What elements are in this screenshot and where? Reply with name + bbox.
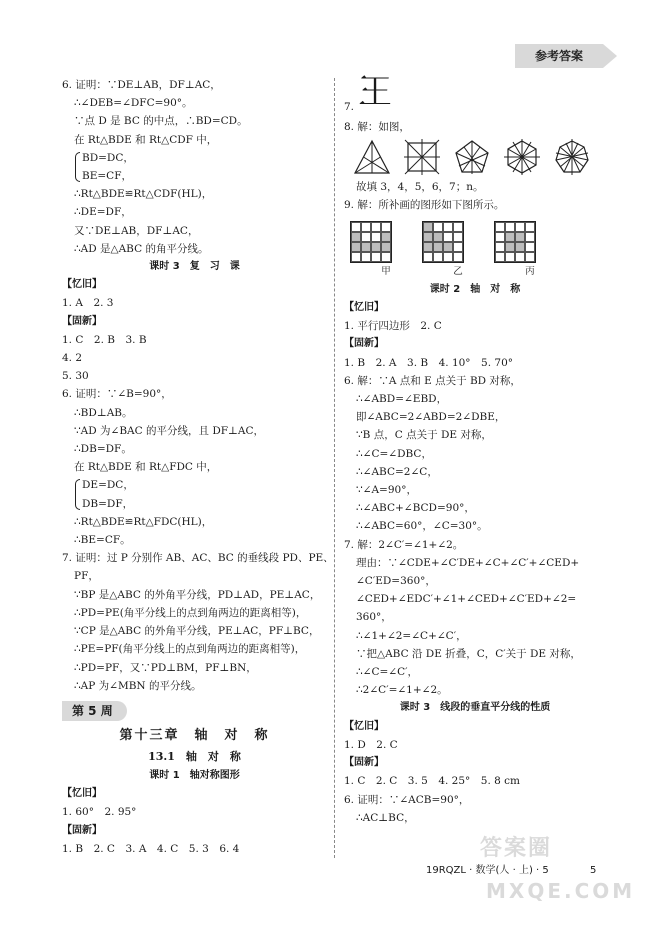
answer-line: 360°，: [356, 611, 392, 624]
answer-line: 1. 60° 2. 95°: [62, 806, 137, 819]
lesson-title: 课时 1 轴对称图形: [149, 769, 240, 781]
answer-line: ∵点 D 是 BC 的中点，∴BD=CD。: [74, 115, 248, 128]
grid-label: 甲: [381, 265, 391, 277]
answer-line: ∴PD=PE(角平分线上的点到角两边的距离相等)，: [74, 606, 307, 619]
symmetry-figures: [352, 138, 606, 176]
answer-line: 7. 证明：过 P 分别作 AB、AC、BC 的垂线段 PD、PE、: [62, 552, 334, 565]
answer-line: PF，: [74, 570, 99, 583]
answer-line: ∵AD 为∠BAC 的平分线，且 DF⊥AC，: [74, 424, 265, 437]
square-symmetry-figure: [402, 138, 442, 176]
section-tag: 【固新】: [344, 757, 384, 769]
pentagon-symmetry-figure: [452, 138, 492, 176]
section-tag: 【固新】: [344, 338, 384, 350]
answer-line: BD=DC，: [82, 151, 134, 164]
answer-line: ∴∠ABC=60°，∠C=30°。: [356, 520, 488, 533]
answer-line: 1. C 2. C 3. 5 4. 25° 5. 8 cm: [344, 775, 520, 788]
section-tag: 【固新】: [62, 824, 102, 836]
grid-bing: [494, 221, 536, 263]
answer-line: ∴BD⊥AB。: [74, 406, 133, 419]
answer-line: 9. 解：所补画的图形如下图所示。: [344, 199, 505, 212]
answer-line: 8. 解：如图，: [344, 121, 410, 133]
answer-line: 6. 证明：∵DE⊥AB，DF⊥AC，: [62, 79, 221, 91]
week-badge: 第 5 周: [62, 701, 127, 721]
answer-line: ∴Rt△BDE≌Rt△CDF(HL)，: [74, 188, 213, 201]
answer-line: 即∠ABC=2∠ABD=2∠DBE，: [356, 411, 506, 424]
mirrored-glyph: 王: [358, 72, 392, 112]
section-tag: 【忆旧】: [344, 302, 384, 314]
answer-line: ∴2∠C′=∠1+∠2。: [356, 684, 448, 697]
answer-line: ∠CED+∠EDC′+∠1+∠CED+∠C′ED+∠2=: [356, 593, 577, 606]
section-title: 13.1 轴 对 称: [148, 749, 241, 763]
answer-line: DB=DF，: [82, 497, 134, 510]
answer-line: 6. 证明：∵∠B=90°，: [62, 388, 172, 401]
answer-line: 1. 平行四边形 2. C: [344, 320, 442, 333]
answer-line: 在 Rt△BDE 和 Rt△CDF 中，: [74, 133, 218, 146]
answer-line: ∴∠ABC=2∠C，: [356, 465, 438, 478]
grid-jia: [350, 221, 392, 263]
equation-system: [62, 476, 327, 512]
section-tag: 【忆旧】: [62, 788, 102, 800]
answer-line: ∴∠ABC+∠BCD=90°，: [356, 502, 475, 515]
answer-line: ∴BE=CF。: [74, 534, 131, 547]
answer-line: ∴AP 为∠MBN 的平分线。: [74, 679, 202, 692]
answer-line: 5. 30: [62, 370, 89, 383]
grid-label: 乙: [453, 265, 463, 277]
answer-line: ∴DB=DF。: [74, 443, 132, 456]
answer-line: 6. 证明：∵∠ACB=90°，: [344, 793, 470, 806]
watermark-logo: 答案圈: [480, 836, 553, 861]
grid-figures: [350, 221, 606, 263]
answer-line: 1. B 2. C 3. A 4. C 5. 3 6. 4: [62, 842, 240, 855]
answer-line: ∠C′ED=360°，: [356, 575, 436, 588]
answer-line: ∴∠1+∠2=∠C+∠C′，: [356, 629, 467, 642]
section-tag: 【忆旧】: [344, 720, 384, 732]
answer-line: ∵BP 是△ABC 的外角平分线，PD⊥AD，PE⊥AC，: [74, 588, 321, 601]
grid-label: 丙: [525, 265, 535, 277]
equation-system: [62, 149, 327, 185]
answer-line: 理由：∵∠CDE+∠C′DE+∠C+∠C′+∠CED+: [356, 556, 580, 569]
lesson-title: 课时 3 线段的垂直平分线的性质: [399, 702, 551, 714]
answer-line: 1. C 2. B 3. B: [62, 333, 147, 346]
answer-line: 故填 3，4，5，6，7；n。: [356, 181, 484, 194]
answer-line: ∴DE=DF，: [74, 206, 132, 219]
answer-line: 6. 解：∵A 点和 E 点关于 BD 对称，: [344, 374, 521, 387]
answer-line: 1. B 2. A 3. B 4. 10° 5. 70°: [344, 356, 514, 369]
answer-line: 在 Rt△BDE 和 Rt△FDC 中，: [74, 461, 218, 474]
answer-line: ∵B 点，C 点关于 DE 对称，: [356, 429, 492, 442]
answer-line: 7. 解：2∠C′=∠1+∠2。: [344, 538, 464, 551]
answer-line: ∴PE=PF(角平分线上的点到角两边的距离相等)，: [74, 643, 306, 656]
lesson-title: 课时 3 复 习 课: [149, 261, 240, 273]
answer-line: ∴∠C=∠C′，: [356, 666, 419, 679]
answer-line: ∴AD 是△ABC 的角平分线。: [74, 242, 209, 255]
left-column: [62, 76, 334, 858]
answer-line: BE=CF，: [82, 170, 132, 183]
right-column: [344, 72, 606, 827]
triangle-symmetry-figure: [352, 138, 392, 176]
answer-line: 1. D 2. C: [344, 738, 398, 751]
answer-line: ∵把△ABC 沿 DE 折叠，C，C′关于 DE 对称，: [356, 647, 581, 660]
answer-line: 1. A 2. 3: [62, 297, 114, 310]
answer-line: ∵CP 是△ABC 的外角平分线，PE⊥AC，PF⊥BC，: [74, 625, 320, 638]
chapter-title: 第十三章 轴 对 称: [119, 727, 270, 743]
hexagon-symmetry-figure: [502, 138, 542, 176]
grid-labels: [350, 263, 606, 281]
page-number: 5: [590, 865, 597, 876]
heptagon-symmetry-figure: [552, 138, 592, 176]
answer-line: 4. 2: [62, 352, 83, 365]
answer-line: ∴PD=PF，又∵PD⊥BM，PF⊥BN，: [74, 661, 257, 674]
q7-row: [344, 72, 606, 118]
answer-line: ∴∠C=∠DBC，: [356, 447, 432, 460]
answer-line: ∴Rt△BDE≌Rt△FDC(HL)，: [74, 515, 213, 528]
answer-line: ∵∠A=90°，: [356, 484, 417, 497]
section-tag: 【忆旧】: [62, 279, 102, 291]
answer-line: ∴∠DEB=∠DFC=90°。: [74, 97, 193, 110]
answer-line: ∴∠ABD=∠EBD，: [356, 393, 448, 406]
q7-label: 7.: [344, 101, 355, 113]
answer-line: 又∵DE⊥AB，DF⊥AC，: [74, 224, 199, 237]
section-tag: 【固新】: [62, 315, 102, 327]
column-divider: [334, 78, 335, 858]
grid-yi: [422, 221, 464, 263]
lesson-title: 课时 2 轴 对 称: [429, 283, 521, 295]
answer-line: ∴AC⊥BC，: [356, 811, 415, 824]
answer-line: DE=DC，: [82, 479, 134, 492]
footer-code: 19RQZL · 数学(人 · 上) · 5: [426, 865, 549, 876]
watermark-url: MXQE.COM: [486, 879, 636, 903]
answer-key-tab: 参考答案: [515, 44, 603, 68]
